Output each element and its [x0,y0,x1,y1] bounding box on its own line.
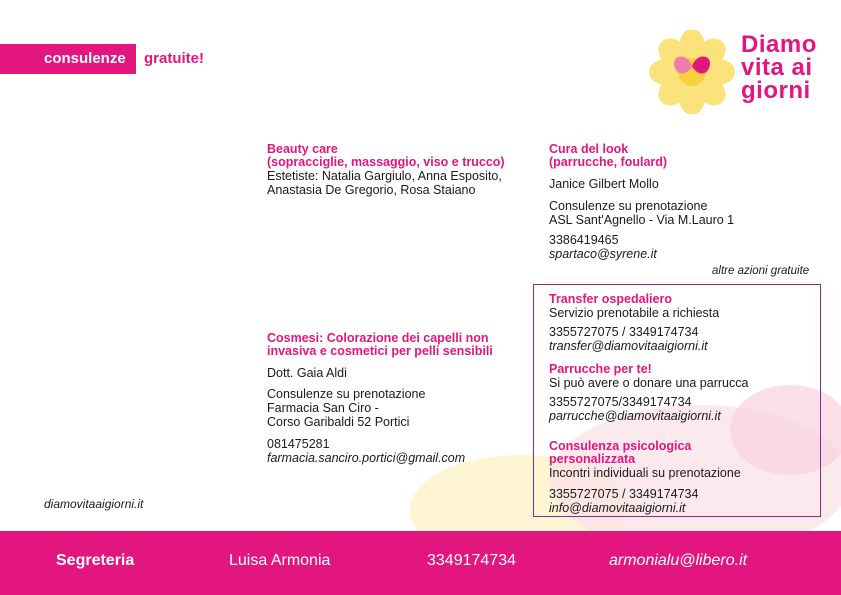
cosmesi-line-3: Corso Garibaldi 52 Portici [267,415,410,429]
cosmesi-name: Dott. Gaia Aldi [267,366,347,380]
psico-phone: 3355727075 / 3349174734 [549,487,699,501]
footer-label: Segreteria [56,552,135,569]
cosmesi-title-1: Cosmesi: Colorazione dei capelli non [267,331,489,345]
psico-desc: Incontri individuali su prenotazione [549,466,741,480]
transfer-email[interactable]: transfer@diamovitaaigiorni.it [549,339,708,353]
footer-name: Luisa Armonia [229,552,331,569]
parrucche-desc: Si può avere o donare una parrucca [549,376,749,390]
beauty-title-2: (sopracciglie, massaggio, viso e trucco) [267,155,505,169]
cosmesi-phone: 081475281 [267,437,330,451]
logo-line-2: vita ai [741,54,813,81]
altre-azioni-label: altre azioni gratuite [712,265,810,277]
parrucche-email[interactable]: parrucche@diamovitaaigiorni.it [549,409,721,423]
footer-phone[interactable]: 3349174734 [427,552,516,569]
psico-section [549,440,741,515]
transfer-title: Transfer ospedaliero [549,292,672,306]
cosmesi-title-2: invasiva e cosmetici per pelli sensibili [267,344,493,358]
cosmesi-line-1: Consulenze su prenotazione [267,387,426,401]
look-line-1: Consulenze su prenotazione [549,199,708,213]
look-title-1: Cura del look [549,142,629,156]
transfer-phone: 3355727075 / 3349174734 [549,325,699,339]
look-line-2: ASL Sant'Agnello - Via M.Lauro 1 [549,213,735,227]
ribbon-title-consulenze: consulenze [44,50,126,67]
psico-title-2: personalizzata [549,452,636,466]
cosmesi-email[interactable]: farmacia.sanciro.portici@gmail.com [267,451,466,465]
psico-email[interactable]: info@diamovitaaigiorni.it [549,501,686,515]
parrucche-phone: 3355727075/3349174734 [549,395,692,409]
footer-email[interactable]: armonialu@libero.it [609,552,748,569]
beauty-line-1: Estetiste: Natalia Gargiulo, Anna Esposito, [267,169,502,183]
look-name: Janice Gilbert Mollo [549,177,659,191]
flower-logo-icon [646,30,742,114]
website-link[interactable]: diamovitaaigiorni.it [44,497,144,511]
parrucche-title: Parrucche per te! [549,362,652,376]
look-title-2: (parrucche, foulard) [549,155,668,169]
beauty-care-section [267,143,505,197]
ribbon-title-gratuite: gratuite! [144,50,204,67]
cura-look-section [549,143,734,261]
parrucche-section [549,363,748,423]
transfer-section [549,293,719,353]
cosmesi-line-2: Farmacia San Ciro - [267,401,379,415]
beauty-line-2: Anastasia De Gregorio, Rosa Staiano [267,183,476,197]
logo-text [741,33,817,102]
look-email[interactable]: spartaco@syrene.it [549,247,657,261]
logo-line-1: Diamo [741,31,817,58]
transfer-desc: Servizio prenotabile a richiesta [549,306,720,320]
beauty-title-1: Beauty care [267,142,338,156]
look-phone: 3386419465 [549,233,619,247]
cosmesi-section [267,332,493,465]
logo-line-3: giorni [741,77,811,104]
psico-title-1: Consulenza psicologica [549,439,692,453]
